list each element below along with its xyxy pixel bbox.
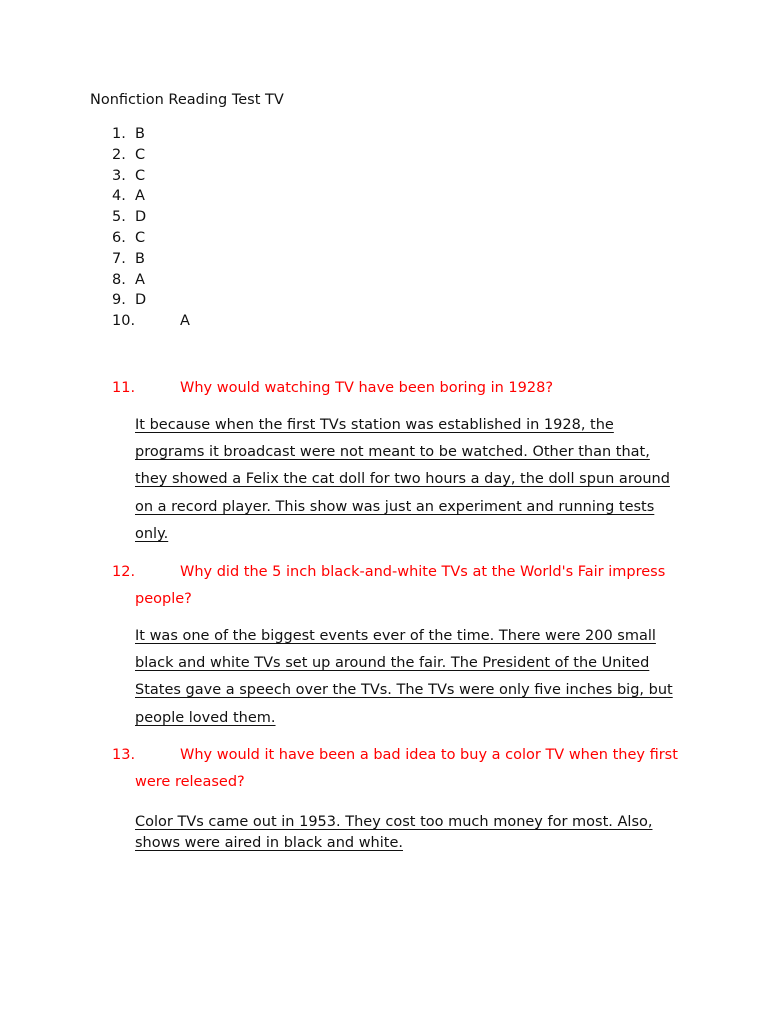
list-item <box>112 166 190 187</box>
item-answer: C <box>135 167 146 184</box>
item-number: 2. <box>112 146 126 163</box>
item-number: 6. <box>112 229 126 246</box>
question-number: 12. <box>112 564 136 580</box>
question-text: Why did the 5 inch black-and-white TVs at the World's Fair impress people? <box>135 564 666 607</box>
item-number: 1. <box>112 126 126 142</box>
item-number: 4. <box>112 188 126 205</box>
item-answer: D <box>135 209 147 226</box>
list-item <box>112 270 190 291</box>
item-number: 5. <box>112 209 126 226</box>
answer-text: It was one of the biggest events ever of the time. There were 200 small black and white TVs set up around the fair. The President of the United States gave a speech over the TVs. The TVs were only five inches big, but people loved them. <box>135 628 673 726</box>
list-item <box>112 228 190 249</box>
answer-11 <box>135 412 680 548</box>
item-number: 3. <box>112 167 126 184</box>
item-number: 9. <box>112 292 126 309</box>
list-item <box>112 311 190 332</box>
question-text: Why would watching TV have been boring in 1928? <box>180 380 554 396</box>
list-item <box>112 207 190 228</box>
document-title: Nonfiction Reading Test TV <box>90 92 284 108</box>
item-answer: A <box>180 313 190 330</box>
question-text: Why would it have been a bad idea to buy a color TV when they first were released? <box>135 747 678 790</box>
item-answer: B <box>135 126 145 142</box>
question-12 <box>112 559 682 613</box>
list-item <box>112 145 190 166</box>
item-answer: C <box>135 146 146 163</box>
item-answer: A <box>135 271 145 288</box>
list-item <box>112 124 190 145</box>
item-answer: C <box>135 229 146 246</box>
question-11 <box>112 375 682 402</box>
item-number: 8. <box>112 271 126 288</box>
list-item <box>112 249 190 270</box>
answer-13 <box>135 812 680 854</box>
item-number: 7. <box>112 250 126 267</box>
multiple-choice-answers <box>112 124 190 332</box>
item-answer: D <box>135 292 147 309</box>
list-item <box>112 290 190 311</box>
question-number: 13. <box>112 747 136 763</box>
answer-12 <box>135 623 680 732</box>
item-answer: A <box>135 188 145 205</box>
question-13 <box>112 742 682 796</box>
question-number: 11. <box>112 380 136 396</box>
item-answer: B <box>135 250 145 267</box>
answer-text: Color TVs came out in 1953. They cost too much money for most. Also, shows were aired in black and white. <box>135 814 653 851</box>
answer-text: It because when the first TVs station was established in 1928, the programs it broadcast were not meant to be watched. Other than that, they showed a Felix the cat doll for two hours a day, the doll spun around on a record player. This show was just an experiment and running tests only. <box>135 417 670 542</box>
list-item <box>112 186 190 207</box>
item-number: 10. <box>112 313 136 330</box>
